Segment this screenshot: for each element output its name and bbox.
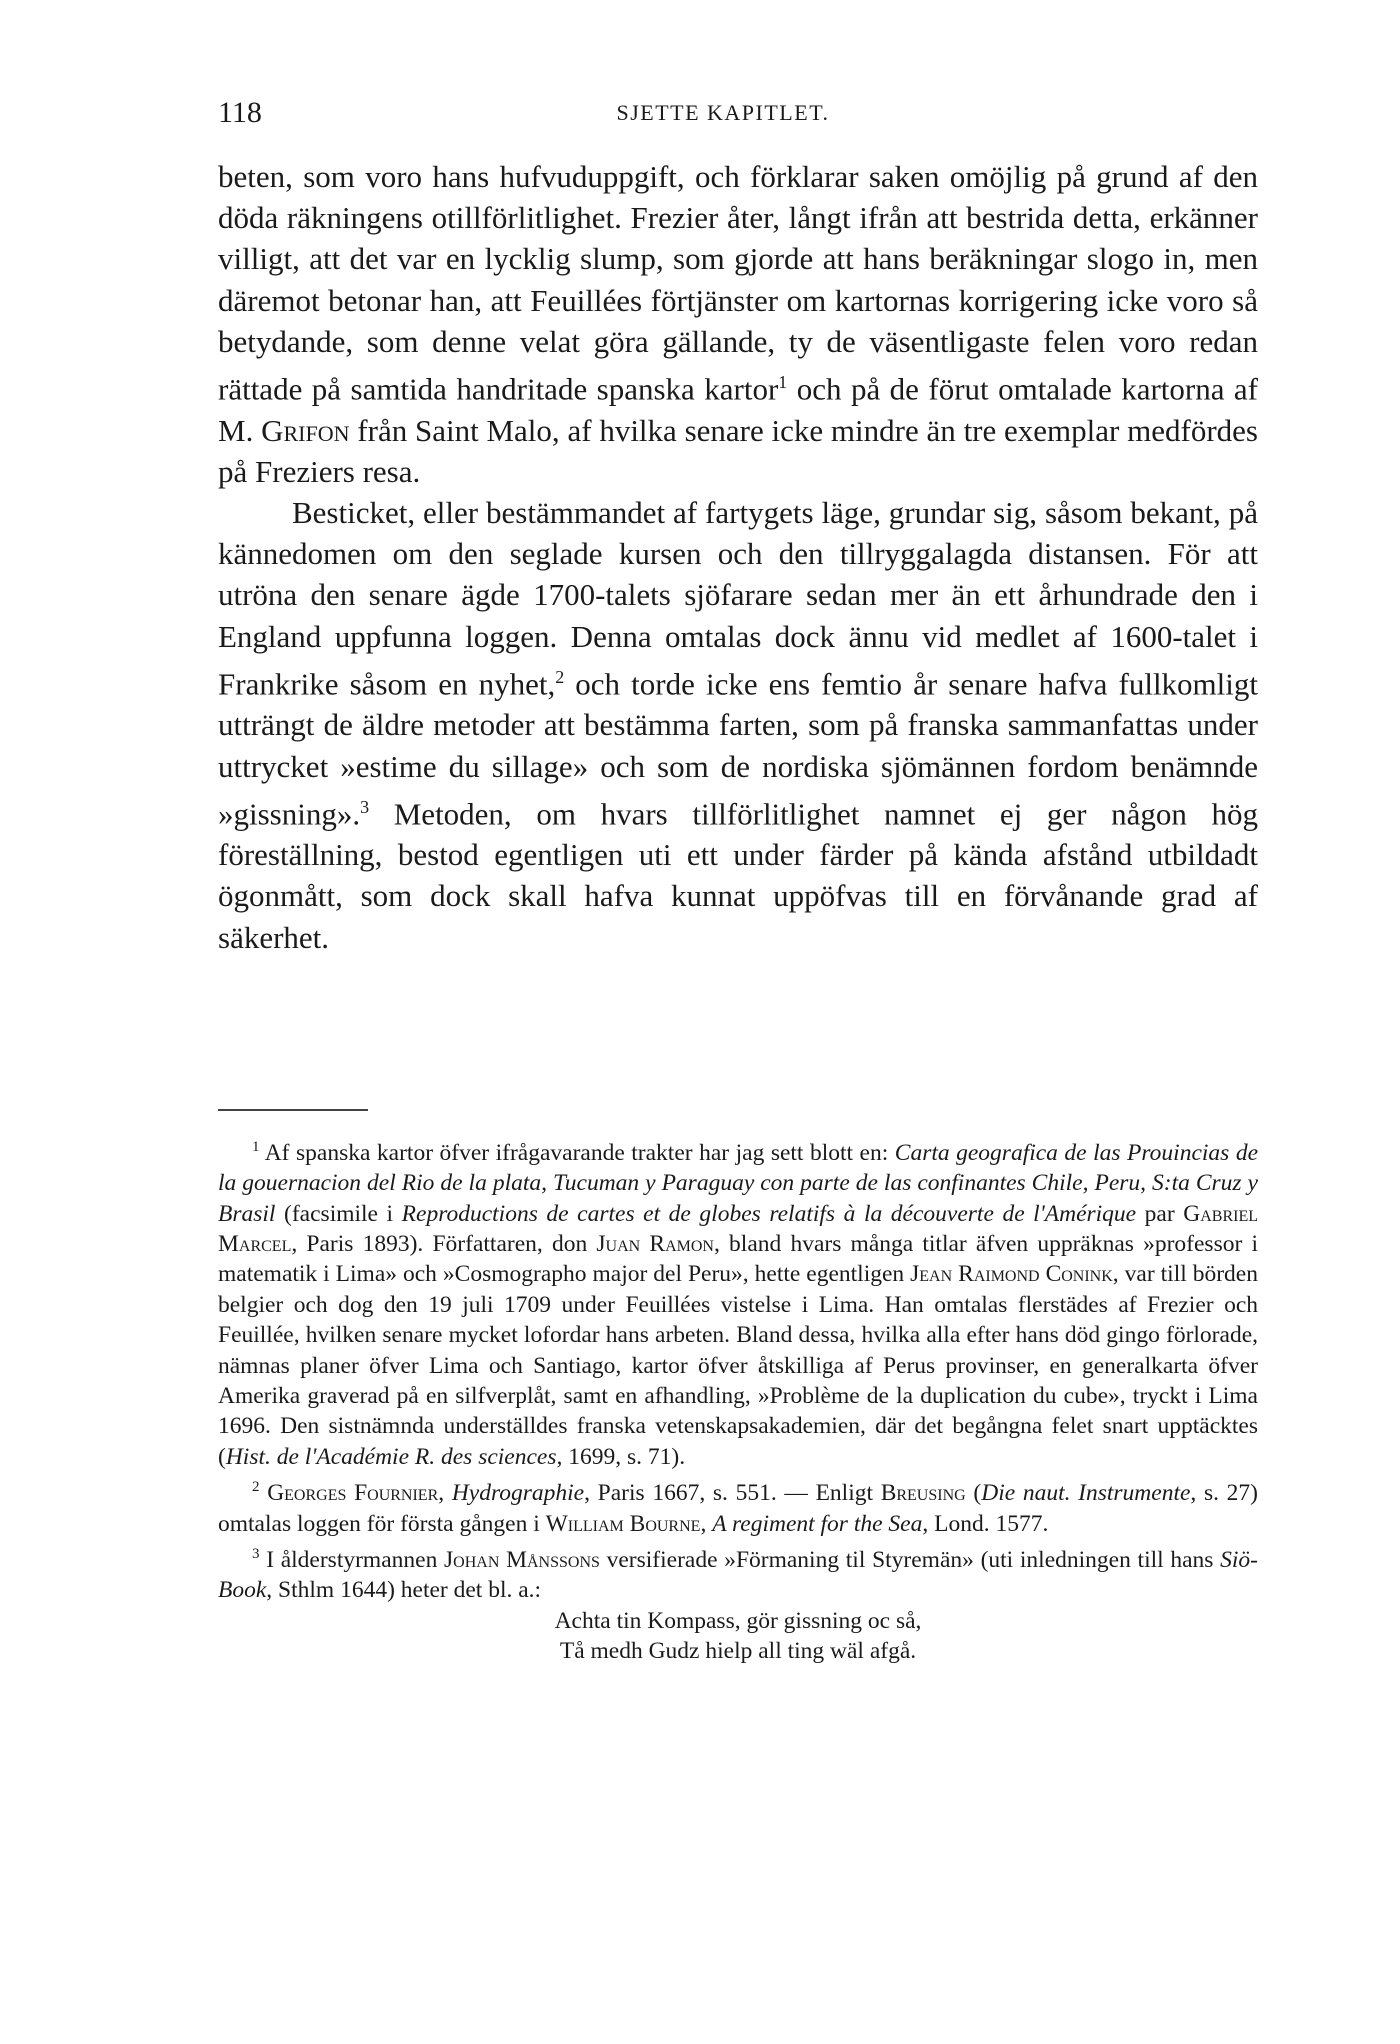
footnote-text: , Paris 1667, s. 551. — Enligt (584, 1480, 881, 1507)
footnote-3 (218, 1539, 1258, 1606)
paragraph-text: från Saint Malo, af hvilka senare icke mindre än tre exemplar medfördes på Freziers resa. (218, 412, 1258, 489)
book-title: Siö-Book (218, 1546, 1258, 1604)
paragraph-2 (218, 492, 1258, 958)
paragraph-text: Metoden, om hvars tillförlitlighet namnet ej ger någon hög föreställning, bestod egentligen uti ett under färder på kända afstånd utbildadt ögonmått, som dock skall hafva kunnat uppöfvas till en förvånande grad af säkerhet. (218, 796, 1258, 955)
footnote-mark: 1 (252, 1139, 260, 1155)
footnote-1 (218, 1132, 1258, 1472)
paragraph-text: och torde icke ens femtio år senare hafva fullkomligt utträngt de äldre metoder att bestämma farten, som på franska sammanfattas under uttrycket »estime du sillage» och som de nordiska sjömännen fordom benämnde »gissning». (218, 666, 1259, 832)
person-name: Grifon (261, 412, 350, 448)
paragraph-text: och på de förut omtalade kartorna af M. (218, 371, 1259, 448)
verse-quote (218, 1606, 1258, 1667)
footnote-text: ( (965, 1480, 982, 1507)
footnote-text: , Lond. 1577. (922, 1510, 1049, 1537)
footnote-mark: 2 (252, 1479, 260, 1496)
main-text (218, 156, 1258, 958)
footnote-text: par (1136, 1200, 1184, 1227)
footnote-text: , Paris 1893). Författaren, don (291, 1231, 597, 1258)
person-name: Breusing (880, 1480, 966, 1507)
paragraph-text: Besticket, eller bestämmandet af fartygets läge, grundar sig, såsom bekant, på kännedomen om den seglade kursen och den tillryggalagda distansen. För att utröna den senare ägde 1700-talets sjöfarare sedan mer än ett århundrade den i England uppfunna loggen. Denna omtalas dock ännu vid medlet af 1600-talet i Frankrike såsom en nyhet, (218, 494, 1258, 702)
footnote-text: , (438, 1480, 452, 1507)
book-title: Hydrographie (451, 1480, 585, 1507)
footnote-text: versifierade »Förmaning til Styremän» (uti inledningen till hans (599, 1546, 1221, 1573)
paragraph-1 (218, 156, 1258, 492)
book-title: Hist. de l'Académie R. des sciences (225, 1443, 557, 1470)
page-header (218, 96, 1228, 136)
footnotes (218, 1132, 1258, 1666)
map-title: Carta geografica de las Prouincias de la gouernacion del Rio de la plata, Tucuman y Paraguay con parte de las confinantes Chile, Peru, S:ta Cruz y Brasil (218, 1139, 1258, 1227)
running-head: SJETTE KAPITLET. (616, 100, 830, 125)
footnote-2 (218, 1472, 1258, 1539)
footnote-text: Af spanska kartor öfver ifrågavarande trakter har jag sett blott en: (259, 1139, 895, 1166)
footnote-divider (218, 1109, 368, 1111)
book-title: A regiment for the Sea (712, 1510, 923, 1537)
footnote-text: , Sthlm 1644) heter det bl. a.: (266, 1577, 542, 1604)
footnote-text: (facsimile i (275, 1200, 402, 1227)
footnote-mark: 3 (252, 1545, 260, 1562)
person-name: Juan Ramon (596, 1231, 714, 1258)
person-name: William Bourne (545, 1510, 701, 1537)
footnote-ref-3: 3 (360, 796, 370, 817)
verse-line: Tå medh Gudz hielp all ting wäl afgå. (559, 1637, 917, 1664)
paragraph-text: beten, som voro hans hufvuduppgift, och förklarar saken omöjlig på grund af den döda räkningens otillförlitlighet. Frezier åter, långt ifrån att bestrida detta, erkänner villigt, att det var en lycklig slump, som gjorde att hans beräkningar slogo in, men däremot betonar han, att Feuillées förtjänster om kartornas korrigering icke voro så betydande, som denne velat göra gällande, ty de väsentligaste felen voro redan rättade på samtida handritade spanska kartor (218, 159, 1258, 407)
page-number: 118 (218, 96, 262, 129)
person-name: Johan Månssons (444, 1546, 600, 1573)
footnote-ref-2: 2 (555, 666, 565, 687)
person-name: Jean Raimond Conink (910, 1261, 1113, 1288)
footnote-text: , bland hvars många titlar äfven uppräknas »professor i matematik i Lima» och »Cosmographo major del Peru», hette egentligen (218, 1231, 1259, 1288)
footnote-text: I ålderstyrmannen (259, 1546, 445, 1573)
footnote-text: , (700, 1510, 713, 1537)
footnote-text: , s. 27) omtalas loggen för första gången i (218, 1480, 1259, 1537)
footnote-ref-1: 1 (778, 372, 788, 393)
book-title: Die naut. Instrumente (981, 1480, 1191, 1507)
footnote-text: , var till börden belgier och dog den 19 juli 1709 under Feuillées vistelse i Lima. Han omtalas flerstädes af Frezier och Feuillée, hvilken senare mycket lofordar hans arbeten. Bland dessa, hvilka alla efter hans död gingo förlorade, nämnas planer öfver Lima och Santiago, kartor öfver åtskilliga af Perus provinser, en generalkarta öfver Amerika graverad på en silfverplåt, samt en afhandling, »Problème de la duplication du cube», tryckt i Lima 1696. Den sistnämnda underställdes franska vetenskapsakademien, där det begångna felet snart upptäcktes ( (218, 1261, 1258, 1470)
verse-line: Achta tin Kompass, gör gissning oc så, (554, 1607, 922, 1634)
person-name: Gabriel Marcel (218, 1200, 1258, 1258)
person-name: Georges Fournier (267, 1480, 439, 1507)
book-title: Reproductions de cartes et de globes relatifs à la découverte de l'Amérique (401, 1200, 1137, 1227)
footnote-text: , 1699, s. 71). (556, 1443, 686, 1470)
